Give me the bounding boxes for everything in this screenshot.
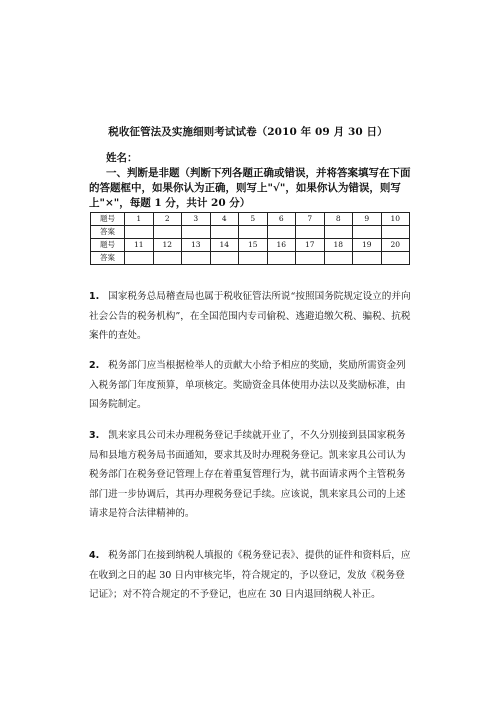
question-number-cell: 19 [353,239,382,252]
question-number-cell: 6 [267,213,296,226]
question-number-cell: 18 [324,239,353,252]
question-1 [89,287,411,346]
question-number: 1. [89,291,100,302]
question-number-cell: 16 [267,239,296,252]
answer-cell[interactable] [267,252,296,265]
question-number-cell: 12 [153,239,182,252]
question-text: 凯来家具公司未办理税务登记手续就开业了，不久分别接到县国家税务局和县地方税务局书面通知，要求其及时办理税务登记。凯来家具公司认为税务部门在税务登记管理上存在着重复管理行为，就书面请求两个主管税务部门进一步协调后，其再办理税务登记手续。应该说，凯来家具公司的上述请求是符合法律精神的。 [89,430,406,520]
answer-cell[interactable] [381,226,410,239]
question-number-cell: 17 [296,239,325,252]
question-number-cell: 3 [182,213,211,226]
question-number-cell: 20 [381,239,410,252]
question-text: 国家税务总局稽查局也属于税收征管法所说“按照国务院规定设立的并向社会公告的税务机构”，在全国范围内专司偷税、逃避追缴欠税、骗税、抗税案件的查处。 [89,291,411,342]
answer-cell[interactable] [353,226,382,239]
table-row [91,239,410,252]
answer-cell[interactable] [324,252,353,265]
row-label-answer: 答案 [91,226,125,239]
question-number-cell: 9 [353,213,382,226]
row-label-answer: 答案 [91,252,125,265]
question-number-cell: 15 [239,239,268,252]
answer-cell[interactable] [267,226,296,239]
table-row [91,252,410,265]
answer-cell[interactable] [210,226,239,239]
question-text: 税务部门应当根据检举人的贡献大小给予相应的奖励，奖励所需资金列入税务部门年度预算，单项核定。奖励资金具体使用办法以及奖励标准，由国务院制定。 [89,360,406,411]
answer-cell[interactable] [182,252,211,265]
answer-cell[interactable] [324,226,353,239]
answer-cell[interactable] [381,252,410,265]
answer-cell[interactable] [296,226,325,239]
question-number: 3. [89,430,100,441]
question-4 [89,546,411,605]
answer-cell[interactable] [153,252,182,265]
question-number: 2. [89,360,100,371]
table-row [91,226,410,239]
question-text: 税务部门在接到纳税人填报的《税务登记表》、提供的证件和资料后，应在收到之日的起 30 日内审核完毕，符合规定的，予以登记，发放《税务登记证》；对不符合规定的不予登记，也应在 30 日内退回纳税人补正。 [89,550,411,601]
question-number-cell: 5 [239,213,268,226]
answer-cell[interactable] [353,252,382,265]
row-label-question: 题号 [91,239,125,252]
row-label-question: 题号 [91,213,125,226]
question-number-cell: 8 [324,213,353,226]
question-number-cell: 13 [182,239,211,252]
answer-cell[interactable] [239,226,268,239]
question-number-cell: 11 [125,239,154,252]
answer-cell[interactable] [296,252,325,265]
question-number-cell: 14 [210,239,239,252]
table-row [91,213,410,226]
question-number-cell: 1 [125,213,154,226]
answer-table [90,212,410,265]
question-number-cell: 7 [296,213,325,226]
answer-cell[interactable] [239,252,268,265]
question-number-cell: 2 [153,213,182,226]
answer-cell[interactable] [182,226,211,239]
question-number-cell: 4 [210,213,239,226]
question-number-cell: 10 [381,213,410,226]
name-label: 姓名： [106,152,138,164]
answer-cell[interactable] [125,252,154,265]
question-number: 4. [89,550,100,561]
question-3 [89,426,411,524]
page-title: 税收征管法及实施细则考试试卷（2010 年 09 月 30 日） [108,126,388,138]
section-instructions: 一、判断是非题（判断下列各题正确或错误，并将答案填写在下面的答题框中，如果你认为正确，则写上"√"，如果你认为错误，则写上"×"，每题 1 分，共计 20 分） [89,167,411,209]
answer-cell[interactable] [210,252,239,265]
answer-cell[interactable] [153,226,182,239]
question-2 [89,356,411,415]
answer-cell[interactable] [125,226,154,239]
